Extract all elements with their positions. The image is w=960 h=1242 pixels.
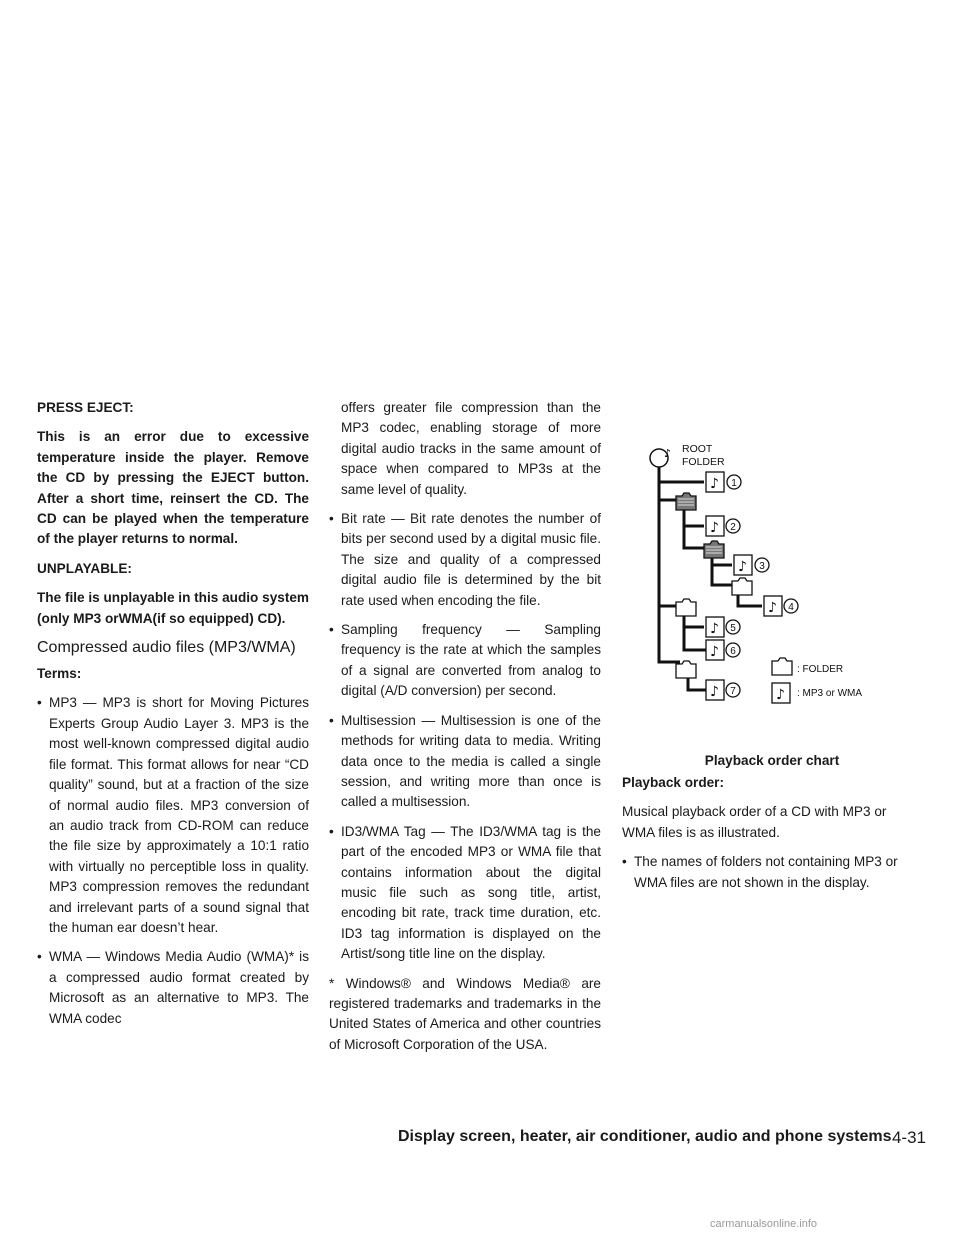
file-icon-2 <box>706 516 724 536</box>
track-number-1: 1 <box>731 478 737 489</box>
playback-order-text: Musical playback order of a CD with MP3 or WMA files is as illustrated. <box>622 804 887 840</box>
file-icon-3 <box>734 555 752 575</box>
chart-caption: Playback order chart <box>704 753 840 768</box>
bullet-folder-names: • The names of folders not containing MP3 or WMA files are not shown in the display. <box>622 852 922 893</box>
legend-file-icon <box>772 683 790 703</box>
legend-folder-icon <box>772 658 792 675</box>
section-title: Compressed audio files (MP3/WMA) <box>37 639 296 657</box>
bullet-id3: • ID3/WMA Tag — The ID3/WMA tag is the part of the encoded MP3 or WMA file that contains information about the digital music file such as song title, artist, encoding bit rate, track time duration, etc. ID3 tag information is displayed on the Artist/song title line on the display. <box>329 822 601 965</box>
track-number-5: 5 <box>730 623 736 634</box>
terms-label: Terms: <box>37 666 82 682</box>
wma-continued: offers greater file compression than the MP3 codec, enabling storage of more digital audio tracks in the same amount of space when compared to MP3s at the same level of quality. <box>341 400 601 497</box>
track-number-7: 7 <box>730 686 736 697</box>
file-icon-1 <box>706 472 724 492</box>
bullet-wma: • WMA — Windows Media Audio (WMA)* is a compressed audio format created by Microsoft as an alternative to MP3. The WMA codec <box>37 947 309 1029</box>
folder-icon-c <box>732 578 752 595</box>
press-eject-text: This is an error due to excessive temperature inside the player. Remove the CD by pressing the EJECT button. After a short time, reinsert the CD. The CD can be played when the temperature of the player returns to normal. <box>37 429 309 547</box>
bullet-mp3: • MP3 — MP3 is short for Moving Pictures Experts Group Audio Layer 3. MP3 is the most well-known compressed digital audio file format. This format allows for near “CD quality” sound, but at a fraction of the size of normal audio files. MP3 conversion of an audio track from CD-ROM can reduce the file size by approximately a 10:1 ratio with virtually no perceptible loss in quality. MP3 compression removes the redundant and irrelevant parts of a sound signal that the human ear doesn’t hear. <box>37 693 309 938</box>
playback-order-chart: ♪ ♪ ROOT FOLDER 1 2 3 4 5 6 7 : FOLDER : MP3 or WMA <box>622 430 922 750</box>
root-folder-icon <box>650 447 671 467</box>
folder-icon-d <box>676 599 696 616</box>
file-icon-6 <box>706 640 724 660</box>
folder-icon-b <box>704 541 724 558</box>
page-number: 4-31 <box>891 1128 926 1147</box>
file-icon-5 <box>706 617 724 637</box>
heading-unplayable: UNPLAYABLE: <box>37 560 132 576</box>
footnote-trademarks: * Windows® and Windows Media® are registered trademarks and trademarks in the United States of America and other countries of Microsoft Corporation of the USA. <box>329 975 601 1052</box>
unplayable-text: The file is unplayable in this audio system (only MP3 orWMA(if so equipped) CD). <box>37 590 309 626</box>
footer-title: Display screen, heater, air conditioner, audio and phone systems <box>398 1128 892 1145</box>
root-folder-label-1: ROOT <box>682 443 713 455</box>
file-icon-7 <box>706 680 724 700</box>
track-number-6: 6 <box>730 646 736 657</box>
column-left <box>37 398 309 1029</box>
folder-icon-e <box>676 661 696 678</box>
bullet-sampling: • Sampling frequency — Sampling frequency is the rate at which the samples of a signal are converted from analog to digital (A/D conversion) per second. <box>329 620 601 702</box>
bullet-multisession: • Multisession — Multisession is one of the methods for writing data to media. Writing data once to the media is called a single session, and writing more than once is called a multisession. <box>329 711 601 813</box>
svg-text:♪: ♪ <box>664 447 672 460</box>
column-right <box>622 773 922 893</box>
page-footer <box>398 1128 926 1146</box>
track-number-4: 4 <box>788 602 794 613</box>
folder-icon-a <box>676 493 696 510</box>
legend-folder-label: : FOLDER <box>797 664 844 675</box>
legend-file-label: : MP3 or WMA <box>797 688 863 699</box>
bullet-bit-rate: • Bit rate — Bit rate denotes the number of bits per second used by a digital music file. The size and quality of a compressed digital audio file is determined by the bit rate used when encoding the file. <box>329 509 601 611</box>
heading-press-eject: PRESS EJECT: <box>37 400 134 415</box>
file-icon-4 <box>764 596 782 616</box>
track-number-2: 2 <box>730 522 736 533</box>
track-number-3: 3 <box>759 561 765 572</box>
heading-playback-order: Playback order: <box>622 775 724 790</box>
column-middle <box>329 398 601 1055</box>
watermark: carmanualsonline.info <box>710 1218 818 1230</box>
root-folder-label-2: FOLDER <box>682 456 725 468</box>
